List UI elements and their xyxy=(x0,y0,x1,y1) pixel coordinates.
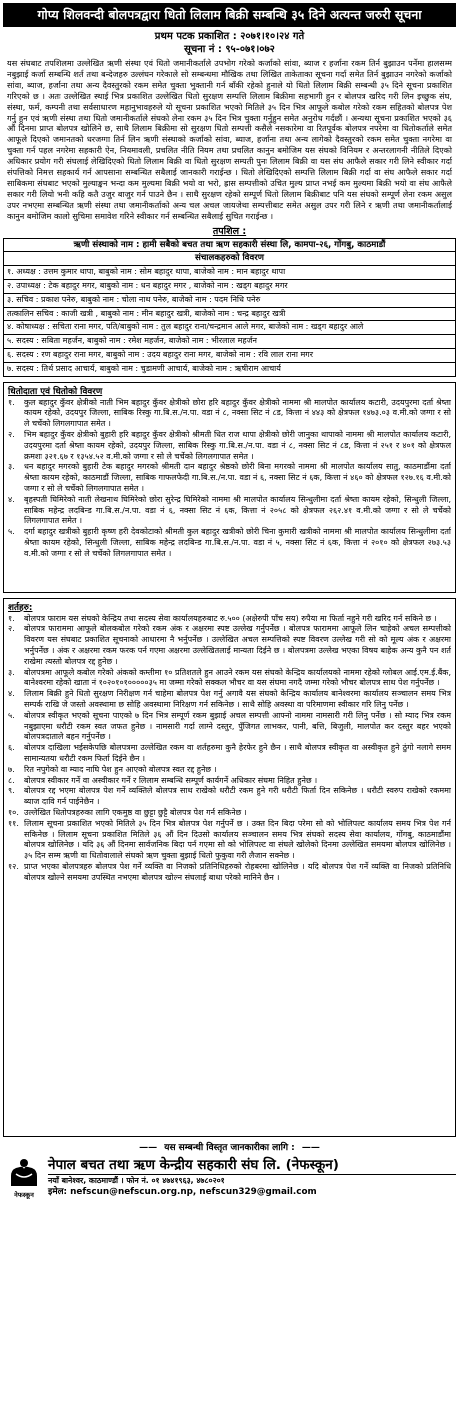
borrower-org-name: ऋणी संस्थाको नाम : हामी सबैको बचत तथा ऋण सहकारी संस्था लि, कामपा-२६, गोंगबु, काठमाडौं xyxy=(4,238,456,252)
intro-paragraph: यस संघबाट तपशिलमा उल्लेखित ऋणी संस्था एवं धितो जमानीकर्ताले उपभोग गरेको कर्जाको सांवा, ब्याज र हर्जाना रकम तिर्न बुझाउन पर्नेमा हालसम्म नबुझाई कर्जा सम्बन्धि शर्त तथा बन्देजहरु उल्लंघन गरेकाले सो सम्बन्धमा मौखिक तथा लिखित ताकेताका सूचना गर्दा समेत तिर्न बुझाउन नगरेको कर्जाको सांवा, ब्याज, हर्जाना तथा अन्य दैवस्तुरको रकम समेत चुक्ता भुक्तानी गर्न बाँकी रहेको हुनाले यो धितो लिलाम बिक्री सम्बन्धी ३५ दिने सूचना प्रकाशित गरिएको छ । अतः उल्लेखित स्थाई भित्र प्रकाशित उल्लेखित धितो सुरक्षण सम्पत्ति लिलाम बिक्रीमा सहभागी हुन र बोलपत्र खरिद गरी लिन इच्छुक संघ, संस्था, फर्म, कम्पनी तथा सर्वसाधारण महानुभावहरुले यो सूचना प्रकाशित भएको मितिले ३५ दिन भित्र आफूले कबोल गरेको रकम सहितको बोलपत्र पेश गर्नु हुन एवं ऋणी संस्था तथा धितो जमानीकर्ताले संघको लेना रकम ३५ दिन भित्र चुक्ता गर्नुहुन समेत अनुरोध गर्दछौं । अन्यथा सूचना प्रकाशित भएको ३६ औं दिनमा प्राप्त बोलपत्र खोलिने छ, साथै लिलाम बिक्रीमा सो सुरक्षण धितो सम्पत्ती कसैले नसकारेमा वा रितपूर्वक बोलपत्र नपरेमा वा धितोकर्ताले समेत आफूले दिएको जमानतको धरजग्गा तिर्न लिन ऋणी संस्थाको कर्जाको सांवा, ब्याज, हर्जाना तथा अन्य लागेको दैवस्तुरको रकम समेत चुक्ता नगरेमा वा चुक्ता गर्न पहल नगरेमा सहकारी ऐन, नियमावली, प्रचलित नीति नियम तथा प्रचलित कानुन बमोजिम यस संघको विनियम र अन्तरलागनी नीतिले दिएको अधिकार प्रयोग गरी संघलाई लेखिदिएको धितो लिलाम बिक्री वा धितो सुरक्षण सम्पती पुनः लिलाम बिक्री वा यस संघ आफैले सकार गरी लिने स्वीकार गर्दा संपत्तिको निमत्त सहकार्य गर्न आपसाना सम्बन्धित सबैलाई जानकारी गराईन्छ । धितो लेखिदिएको सम्पत्ति लिलाम बिक्री गर्दा वा संघ आफैले सकार गर्दा साबिकमा संघबाट भएको मुल्याङ्कन भन्दा कम मुल्यमा बिक्री भयो वा भरो, ह्रास सम्पत्तीको उचित मुल्य प्राप्त नभई कम मुल्यमा बिक्री भयो वा संघ आफैले सकार गरी लियो भनी कहि कतै उजुर बाजुर गर्न पाउने छैन । साथै सुरक्षण रहेको सम्पूर्ण धितो लिलाम बिक्रीबाट पनि यस संघको सम्पूर्ण लेना रकम असुल उपर नभएमा सम्बन्धित ऋणी संस्था तथा जमानीकर्ताको अन्य चल अचल जायजेथा सम्पत्तीबाट समेत असुल उपर गरी लिने र ऋणी तथा जमानीकर्तालाई कानुन बमोजिम कालो सुचिमा समावेश गरिने स्वीकार गर्न सम्बन्धित सबैलाई सुचित गराईन्छ । xyxy=(7,58,452,221)
item-text: बोलपत्र स्वीकार गर्ने वा अस्वीकार गर्ने र लिलाम सम्बन्धि सम्पूर्ण कार्यगर्ने अधिकार संघमा निहित हुनेछ । xyxy=(24,775,318,785)
collateral-title: धितोदाता एवं धितोको विवरण xyxy=(8,386,103,397)
item-number: २. xyxy=(8,429,15,439)
collateral-item xyxy=(8,495,451,527)
term-item xyxy=(8,765,451,776)
committee-row: १. अध्यक्ष : उत्तम कुमार थापा, बाबुको नाम : सोम बहादुर थापा, बाजेको नाम : मान बहादुर थापा xyxy=(4,266,456,280)
email-line[interactable]: इमेल: nefscun@nefscun.org.np, nefscun329@gmail.com xyxy=(48,1186,317,1197)
address-phone: नयाँ बानेश्वर, काठमाण्डौं । फोन नं. ०१ ४७४१९६३, ४७८०२०१ xyxy=(48,1174,456,1186)
item-text: लिलाम बिक्री हुने धितो सुरक्षण निरीक्षण गर्न चाहेमा बोलपत्र पेश गर्नु अगावै यस संघको केन्द्रिय कार्यालय बानेश्वरमा कार्यालय सञ्चालन समय भित्र सम्पर्क राखि जे जस्तो अवस्थामा छ सोहि अवस्थामा निरिक्षण गर्न सकिनेछ । साथै सोहि अवस्था वा परिमाणमा स्वीकार गरि लिनु पर्नेछ । xyxy=(24,689,451,709)
committee-row: ७. सदस्य : तिर्थ प्रसाद आचार्य, बाबुको नाम : चुडामणी आचार्य, बाजेको नाम : ऋषीराम आचार्य xyxy=(4,362,456,376)
term-item xyxy=(8,776,451,787)
first-publish-date: प्रथम पटक प्रकाशित : २०७१।१०।२४ गते xyxy=(154,31,305,42)
item-text: बृहस्पती घिमिरेको नाती लेखनाथ घिमिरेको छोरा सुरेन्द्र घिमिरेको नाममा श्री मालपोत कार्यालय सिन्धुलीमा दर्ता श्रेष्ता कायम रहेको, सिन्धुली जिल्ला, साबिक महेन्द्र लदबिन्ड गा.बि.स./न.पा. वडा नं ६, नक्सा सिट नं ६क, कित्ता नं २०५८ को क्षेत्रफल २६२.४१ व.मी.को जग्गा र सो ले चर्चेको लिगलगापात समेत । xyxy=(24,494,451,526)
item-text: दर्गा बहादुर खत्रीको बुहारी कृष्ण हरी देवकोटाको श्रीमती कुल बहादुर खत्रीको छोरी चिना कुमारी खत्रीको नाममा श्री मालपोत कार्यालय सिन्धुलीमा दर्ता श्रेष्ता कायम रहेको, सिन्धुली जिल्ला, साबिक महेन्द्र लदबिन्ड गा.बि.स./न.पा. वडा नं ५, नक्सा सिट नं ६क, कित्ता नं २०१० को क्षेत्रफल २७३.५३ व.मी.को जग्गा र सो ले चर्चेको लिगलगापात समेत । xyxy=(24,527,451,558)
term-item xyxy=(8,862,451,884)
item-number: ३. xyxy=(8,462,15,472)
collateral-section xyxy=(3,382,456,593)
item-text: प्राप्त भएका बोलपत्रहरु बोलपत्र पेश गर्ने व्यक्ति वा निजको प्रतिनिधिहरुको रोहबरमा खोलिनेछ । यदि बोलपत्र पेश गर्ने व्यक्ति वा निजको प्रतिनिधि बोलपत्र खोल्ने समयमा उपस्थित नभएमा बोलपत्र खोल्न संघलाई बाधा परेको मानिने छैन । xyxy=(24,861,451,882)
term-item xyxy=(8,614,451,625)
collateral-item xyxy=(8,527,451,559)
hands-logo-icon xyxy=(7,1156,41,1190)
notice-title: गोप्य शिलवन्दी बोलपत्रद्वारा धितो लिलाम बिक्री सम्बन्धि ३५ दिने अत्यन्त जरुरी सूचना xyxy=(3,3,456,27)
item-number: ५. xyxy=(8,710,15,720)
term-item xyxy=(8,711,451,743)
item-number: ९. xyxy=(8,786,15,796)
item-text: बोलपत्र रद्द भएमा बोलपत्र पेश गर्ने व्यक्तिले बोलपत्र साथ राखेको धरौटी रकम हुने गरी धरौटी फिर्ता दिन सकिनेछ । धरौटी स्वरुप राखेको रकममा ब्याज दावि गर्न पाईनेछैन । xyxy=(24,786,451,807)
info-title-text: यस सम्बन्धी विस्तृत जानकारीका लागि : xyxy=(164,1142,295,1153)
item-text: धन बहादुर मगरको बुहारी टेक बहादुर मगरको श्रीमती दान बहादुर श्रेष्ठको छोरी बिना मगरको नाममा श्री मालपोत कार्यालय सातु, काठमाडौंमा दर्ता श्रेष्ता कायम रहेको, काठमाडौं जिल्ला, साबिक गाफलफेदी गा.बि.स./न.पा. वडा नं ६, नक्सा सिट नं ६क, कित्ता नं ४६० को क्षेत्रफल १२७.१६ व.मी.को जग्गा र सो ले चर्चेको लिगलगापात समेत । xyxy=(24,462,451,493)
item-number: २. xyxy=(8,624,15,634)
term-item xyxy=(8,668,451,690)
borrower-table xyxy=(3,238,456,377)
item-number: १०. xyxy=(8,807,19,817)
item-text: लिलाम सूचना प्रकाशित भएको मितिले ३५ दिन भित्र बोलपत्र पेश गर्नुपर्ने छ । उक्त दिन बिदा परेमा सो को भोलिपल्ट कार्यालय समय भित्र पेश गर्न सकिनेछ । लिलाम सूचना प्रकाशित मितिले ३६ औं दिन दिउसो कार्यालय सञ्चालन समय भित्र संघको सदस्य सेवा कार्यालय, गोंगबु, काठमाडौंमा बोलपत्र खोलिनेछ । यदि ३६ औं दिनमा सार्वजनिक बिदा पर्न गएमा सो को भोलिपल्ट वा संघले खोलेको दिनमा उल्लेखित समयमा बोलपत्र खोलिनेछ । ३५ दिन सम्म ऋणी वा धितोवालाले संघको ऋण चुक्ता बुझाई धितो फुकुवा गरी लैजान सक्नेछ । xyxy=(24,818,451,861)
item-number: ३. xyxy=(8,667,15,677)
item-text: बोलपत्रमा आफूले कबोल गरेको अंकको कम्तीमा १० प्रतिशतले हुन आउने रकम यस संघको केन्द्रिय कार्यालयको नाममा रहेको ग्लोबल आई.एम.ई.बैंक, बानेश्वरमा रहेको खाता नं १०२०१०१०००००३५ मा जम्मा गरेको सक्कल भौचर वा यस संघमा नगदै जम्मा गरेको भौचर बोलपत्र साथ पेश गर्नुपर्नेछ । xyxy=(24,667,451,688)
item-text: बोलपत्र स्वीकृत भएको सूचना पाएको ७ दिन भित्र सम्पूर्ण रकम बुझाई अचल सम्पत्ती आफ्नो नाममा नामसारी गरी लिनु पर्नेछ । सो म्याद भित्र रकम नबुझाएमा धरौटी रकम स्वत जफत हुनेछ । नामसारी गर्दा लाग्ने दस्तुर, पुँजिगत लाभकर, पानी, बत्ति, बिजुली, मालपोत कर दस्तुर बहर भएको बोलपत्रदाताले बहन गर्नुपर्नेछ । xyxy=(24,710,451,742)
item-number: ६. xyxy=(8,743,15,753)
details-title: तपशिल : xyxy=(212,225,247,237)
item-number: १. xyxy=(8,613,15,623)
item-number: ८. xyxy=(8,775,15,785)
item-text: भिम बहादुर कुँवर क्षेत्रीको बुहारी हरि बहादुर कुँवर क्षेत्रीको श्रीमती धित राज थापा क्षेत्रीको छोरी जानुका थापाको नाममा श्री मालपोत कार्यालय कटारी, उदयपुरमा दर्ता श्रेष्ता कायम रहेको, उदयपुर जिल्ला, साबिक रिस्कु गा.बि.स./न.पा. वडा नं ८, नक्सा सिट नं ८ड, कित्ता नं २५१ र ४०१ को क्षेत्रफल क्रमशः ३२१.६७ र १३५४.५२ व.मी.को जग्गा र सो ले चर्चेको लिगलगापात समेत । xyxy=(24,429,451,461)
committee-row: ४. कोषाध्यक्ष : सचिता राना मगर, पति/बाबुको नाम : तुल बहादुर राना/चन्द्रमान आले मगर, बाजेको नाम : खड्ग बहादुर आले xyxy=(4,321,456,335)
footer-row xyxy=(3,1156,456,1199)
item-text: बोलपत्र फाराममा आफूले बोलकबोल गरेको रकम अंक र अक्षरमा स्पष्ट उल्लेख गर्नुपर्नेछ । बोलपत्र फाराममा आफूले लिन चाहेको अचल सम्पत्तीको विवरण यस संघबाट प्रकाशित सूचनाको आधारमा नै भर्नुपर्नेछ । उल्लेखित अचल सम्पत्तिको स्पष्ट विवरण उल्लेख गरी सो को मूल्य अंक र अक्षरमा भर्नुपर्नेछ । अंक र अक्षरमा रकम फरक पर्न गएमा अक्षरमा उल्लेखितलाई मान्यता दिईने छ । बोलपत्रमा उल्लेख भएका विषय बाहेक अन्य कुनै पन शर्त राखेमा त्यस्तो बोलपत्र रद्द हुनेछ । xyxy=(24,624,451,666)
committee-row: ६. सदस्य : रण बहादुर राना मगर, बाबुको नाम : उदय बहादुर राना मगर, बाजेको नाम : रवि लाल राना मगर xyxy=(4,348,456,362)
footer-contact xyxy=(3,1142,456,1199)
item-number: ५. xyxy=(8,527,15,537)
info-title: —— यस सम्बन्धी विस्तृत जानकारीका लागि : —— xyxy=(139,1142,320,1153)
committee-title: संचालकहरुको विवरण xyxy=(4,252,456,266)
item-number: १२. xyxy=(8,861,19,871)
item-number: ७. xyxy=(8,764,15,774)
term-item xyxy=(8,743,451,765)
collateral-item xyxy=(8,398,451,430)
term-item xyxy=(8,689,451,711)
committee-row: ३. सचिव : प्रकाश पनेरु, बाबुको नाम : चोला नाथ पनेरु, बाजेको नाम : पदम निधि पनेरु xyxy=(4,293,456,307)
committee-row: ५. सदस्य : सबिता महर्जन, बाबुको नाम : रमेश महर्जन, बाजेको नाम : भीरलाल महर्जन xyxy=(4,335,456,349)
term-item xyxy=(8,819,451,862)
term-item xyxy=(8,624,451,667)
notice-number: सूचना नं : ९५-०७१।०७२ xyxy=(184,44,275,55)
committee-row: २. उपाध्यक्ष : टेक बहादुर मगर, बाबुको नाम : धन बहादुर मगर , बाजेको नाम : खड्ग बहादुर मगर xyxy=(4,279,456,293)
committee-row: तत्कालिन सचिव : काजी खत्री , बाबुको नाम : मीन बहादुर खत्री, बाजेको नाम : चन्द्र बहादुर खत्री xyxy=(4,307,456,321)
term-item xyxy=(8,786,451,808)
item-text: उल्लेखित धितोपत्रहरुका लागि एकमुष्ठ वा छुट्टा छुट्टै बोलपत्र पेश गर्न सकिनेछ । xyxy=(24,807,247,817)
federation-name: नेपाल बचत तथा ऋण केन्द्रीय सहकारी संघ लि. (नेफस्कून) xyxy=(48,1156,339,1173)
term-item xyxy=(8,808,451,819)
collateral-item xyxy=(8,462,451,494)
item-number: १. xyxy=(8,397,15,407)
footer-text xyxy=(45,1156,456,1199)
item-text: कुल बहादुर कुँवर क्षेत्रीको नाती भिम बहादुर कुँवर क्षेत्रीको छोरा हरि बहादुर कुँवर क्षेत्रीको नाममा श्री मालपोत कार्यालय कटारी, उदयपुरमा दर्ता श्रेष्ता कायम रहेको, उदयपुर जिल्ला, साबिक रिस्कु गा.बि.स./न.पा. वडा नं ८, नक्सा सिट नं ८ड, कित्ता नं ४४३ को क्षेत्रफल १४७३.०३ व.मी.को जग्गा र सो ले चर्चेको लिगलगापात समेत । xyxy=(24,397,451,429)
item-number: ४. xyxy=(8,494,15,504)
item-number: ११. xyxy=(8,818,19,828)
logo-caption: नेफस्कून xyxy=(14,1190,34,1199)
collateral-item xyxy=(8,430,451,462)
item-number: ४. xyxy=(8,689,15,699)
terms-section xyxy=(3,598,456,1137)
nefscun-logo xyxy=(3,1156,45,1199)
item-text: बोलपत्र दाखिला भईसकेपछि बोलपत्रमा उल्लेखित रकम वा शर्तहरुमा कुनै हेरफेर हुने छैन । साथै बोलपत्र स्वीकृत वा अस्वीकृत हुने ठुंगो नलागे समम सामान्यतया धरौटी रकम फिर्ता दिईने छैन । xyxy=(24,743,451,763)
item-text: बोलपत्र फाराम यस संघको केन्द्रिय तथा सदस्य सेवा कार्यालयहरुबाट रु.५०० (अक्षेरुपी पाँच सय) रुपैया मा फिर्ता नहुने गरी खरिद गर्न सकिने छ । xyxy=(24,613,437,623)
item-text: रित नपुगेको वा म्याद नाघि पेश हुन आएको बोलपत्र स्वत रद्द हुनेछ । xyxy=(24,764,217,774)
terms-title: शर्तहरु: xyxy=(8,602,33,613)
